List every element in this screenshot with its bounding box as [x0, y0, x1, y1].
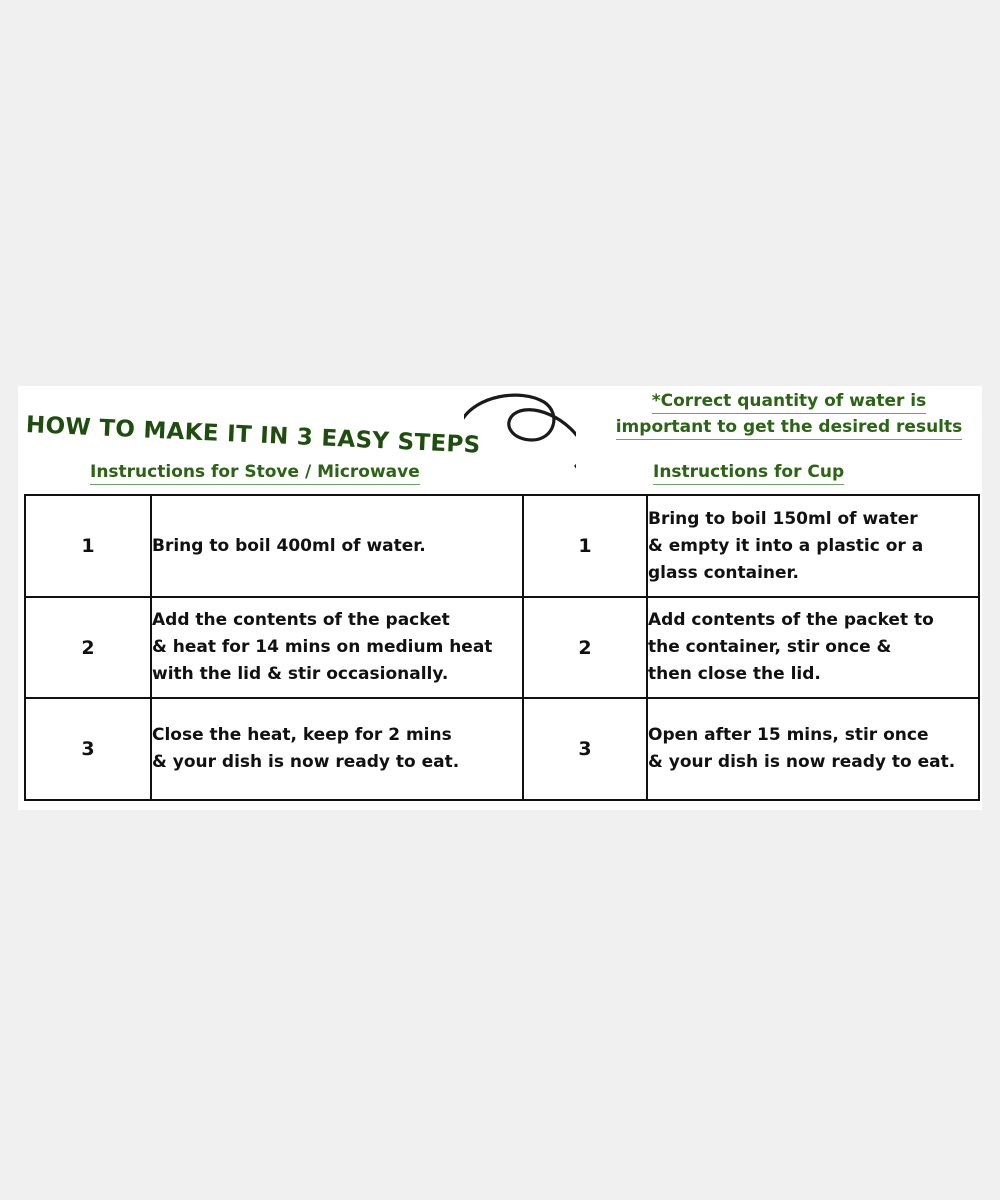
step-text-line: with the lid & stir occasionally. — [152, 664, 449, 684]
step-text-line: Bring to boil 400ml of water. — [152, 535, 426, 556]
step-text-line: & empty it into a plastic or a — [648, 535, 924, 556]
cup-heading: Instructions for Cup — [653, 461, 844, 485]
step-text-line: then close the lid. — [648, 664, 821, 684]
step-text-line: & your dish is now ready to eat. — [152, 752, 460, 772]
stove-step-text — [151, 597, 523, 698]
step-number: 3 — [25, 698, 151, 800]
step-number: 2 — [25, 597, 151, 698]
step-text-line: & heat for 14 mins on medium heat — [152, 637, 493, 657]
step-text-line: Close the heat, keep for 2 mins — [152, 725, 452, 745]
instructions-card — [18, 386, 982, 810]
cup-step-text — [647, 698, 979, 800]
stove-step-text — [151, 698, 523, 800]
note-line-2: important to get the desired results — [616, 416, 963, 440]
steps-table — [24, 494, 980, 801]
water-quantity-note — [610, 388, 968, 440]
cup-step-text — [647, 597, 979, 698]
page-title: HOW TO MAKE IT IN 3 EASY STEPS — [25, 412, 481, 459]
step-number: 3 — [523, 698, 647, 800]
step-text-line: Bring to boil 150ml of water — [648, 508, 918, 529]
step-text-line: Add contents of the packet to — [648, 610, 934, 630]
step-number: 1 — [25, 495, 151, 597]
step-number: 2 — [523, 597, 647, 698]
step-text-line: & your dish is now ready to eat. — [648, 752, 956, 772]
stove-microwave-heading: Instructions for Stove / Microwave — [90, 461, 420, 485]
table-row — [25, 495, 979, 597]
table-row — [25, 597, 979, 698]
step-text-line: Add the contents of the packet — [152, 610, 450, 630]
stove-step-text — [151, 495, 523, 597]
note-line-1: *Correct quantity of water is — [652, 390, 926, 414]
step-text-line: glass container. — [648, 562, 799, 583]
curly-arrow-icon — [464, 390, 576, 482]
table-row — [25, 698, 979, 800]
step-number: 1 — [523, 495, 647, 597]
step-text-line: Open after 15 mins, stir once — [648, 725, 929, 745]
cup-step-text — [647, 495, 979, 597]
step-text-line: the container, stir once & — [648, 637, 892, 657]
